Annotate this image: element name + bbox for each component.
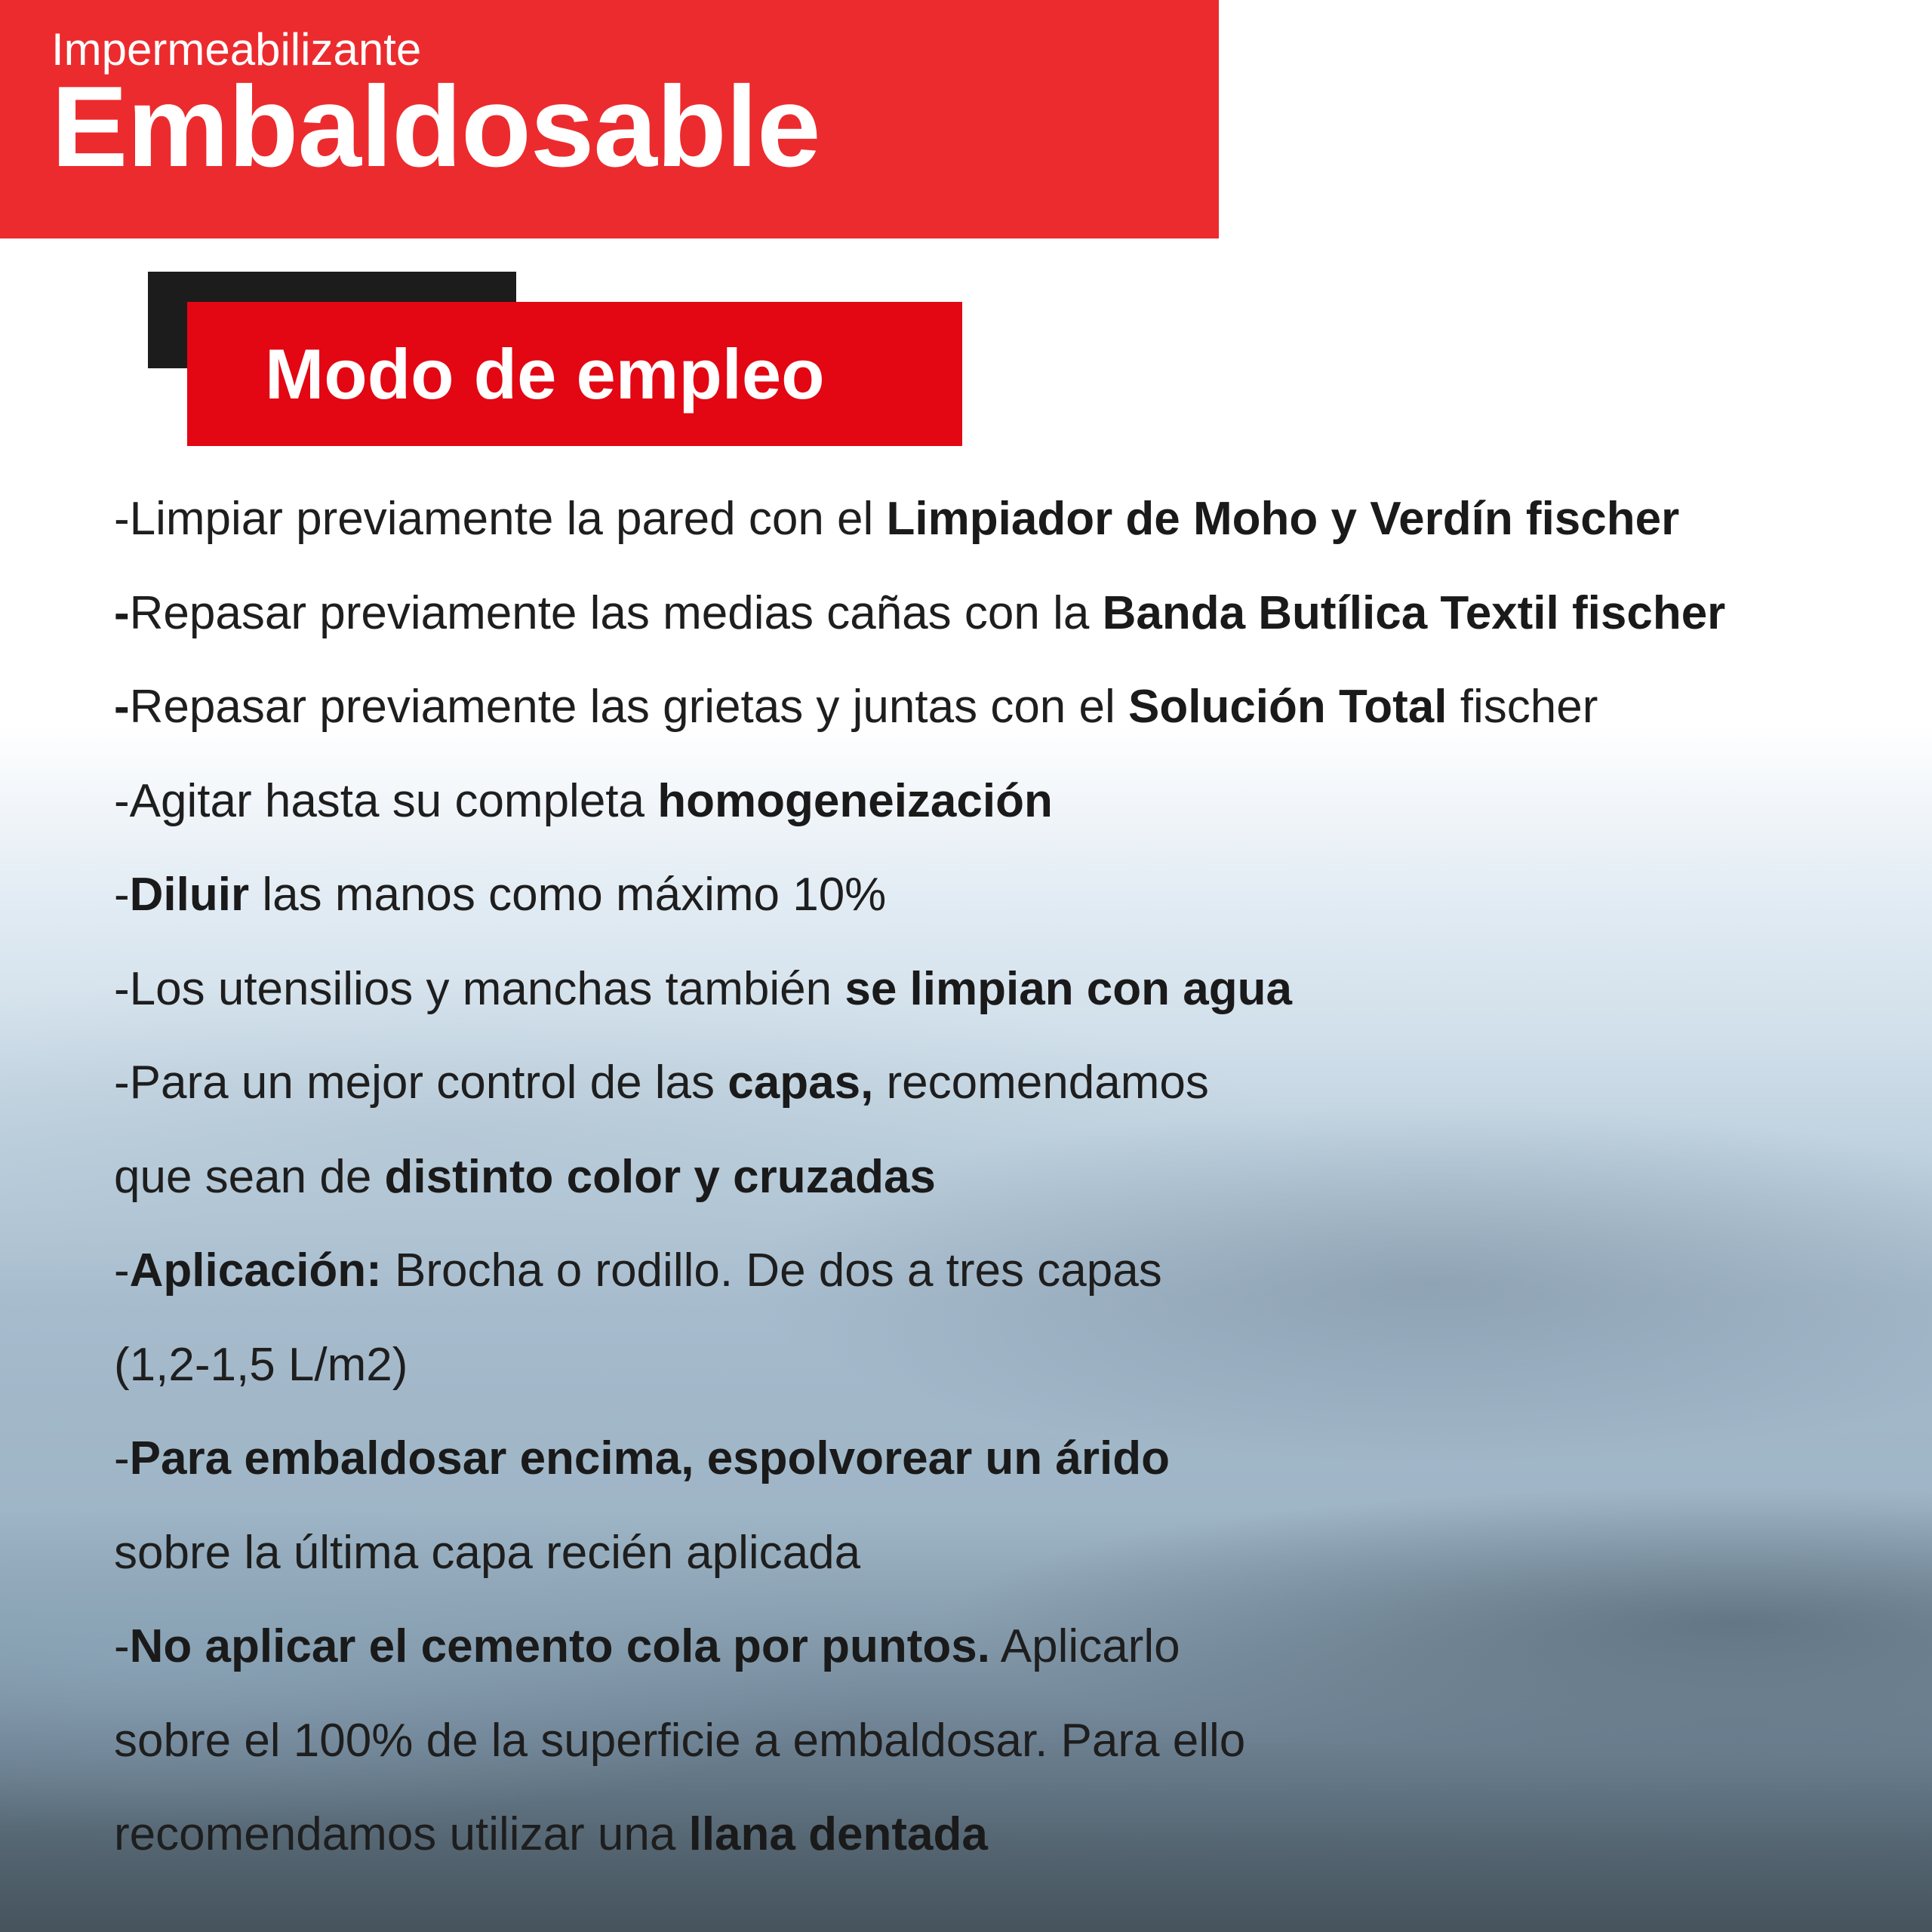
instruction-line (114, 1788, 1910, 1882)
instruction-emphasis: se limpian con agua (844, 962, 1292, 1015)
instruction-emphasis: Solución Total (1128, 681, 1447, 733)
instruction-dash: - (114, 681, 130, 733)
instruction-line (114, 848, 1910, 943)
instruction-emphasis: Aplicación: (129, 1244, 382, 1297)
instruction-text: - (114, 1620, 130, 1672)
instruction-text: -Limpiar previamente la pared con el (114, 493, 887, 545)
instruction-line (114, 1600, 1910, 1694)
instruction-text: Repasar previamente las grietas y juntas con el (129, 681, 1128, 733)
instruction-line (114, 1412, 1910, 1506)
instruction-emphasis: Banda Butílica Textil fischer (1102, 586, 1726, 639)
section-title-banner (187, 302, 962, 446)
instruction-text: fischer (1447, 681, 1598, 733)
instruction-emphasis: llana dentada (688, 1808, 988, 1860)
instruction-line (114, 1506, 1910, 1601)
section-title: Modo de empleo (265, 334, 825, 414)
instruction-emphasis: No aplicar el cemento cola por puntos. (129, 1620, 990, 1672)
instruction-text: recomendamos utilizar una (114, 1808, 689, 1860)
instructions-list (114, 472, 1910, 1882)
instruction-text: -Para un mejor control de las (114, 1057, 728, 1109)
instruction-line (114, 755, 1910, 849)
instruction-text: (1,2-1,5 L/m2) (114, 1338, 408, 1391)
instruction-text: sobre el 100% de la superficie a embaldosar. Para ello (114, 1714, 1246, 1767)
instruction-text: Brocha o rodillo. De dos a tres capas (381, 1244, 1162, 1297)
instruction-text: recomendamos (873, 1057, 1209, 1109)
instruction-emphasis: Limpiador de Moho y Verdín fischer (886, 493, 1680, 545)
instruction-line (114, 1131, 1910, 1225)
instruction-text: -Agitar hasta su completa (114, 774, 658, 827)
instruction-line (114, 1694, 1910, 1789)
product-subtitle: Impermeabilizante (51, 24, 422, 75)
instruction-emphasis: Diluir (129, 869, 250, 921)
instruction-text: Repasar previamente las medias cañas con la (129, 586, 1103, 639)
instruction-text: - (114, 1432, 130, 1484)
instruction-text: sobre la última capa recién aplicada (114, 1526, 861, 1579)
instruction-line (114, 472, 1910, 567)
instruction-line (114, 1036, 1910, 1131)
instruction-text: las manos como máximo 10% (249, 869, 887, 921)
instruction-dash: - (114, 586, 130, 639)
instruction-line (114, 660, 1910, 755)
instruction-emphasis: Para embaldosar encima, espolvorear un árido (129, 1432, 1170, 1484)
instruction-text: Aplicarlo (990, 1620, 1180, 1672)
instruction-emphasis: capas, (728, 1057, 874, 1109)
header-banner (0, 0, 1219, 238)
instruction-line (114, 943, 1910, 1037)
instruction-text: - (114, 869, 130, 921)
instruction-text: - (114, 1244, 130, 1297)
instruction-emphasis: distinto color y cruzadas (384, 1150, 936, 1203)
instruction-line (114, 1318, 1910, 1413)
instruction-text: que sean de (114, 1150, 385, 1203)
product-title: Embaldosable (51, 63, 820, 191)
instruction-line (114, 1224, 1910, 1318)
instruction-line (114, 567, 1910, 661)
instruction-text: -Los utensilios y manchas también (114, 962, 845, 1015)
instruction-emphasis: homogeneización (657, 774, 1053, 827)
